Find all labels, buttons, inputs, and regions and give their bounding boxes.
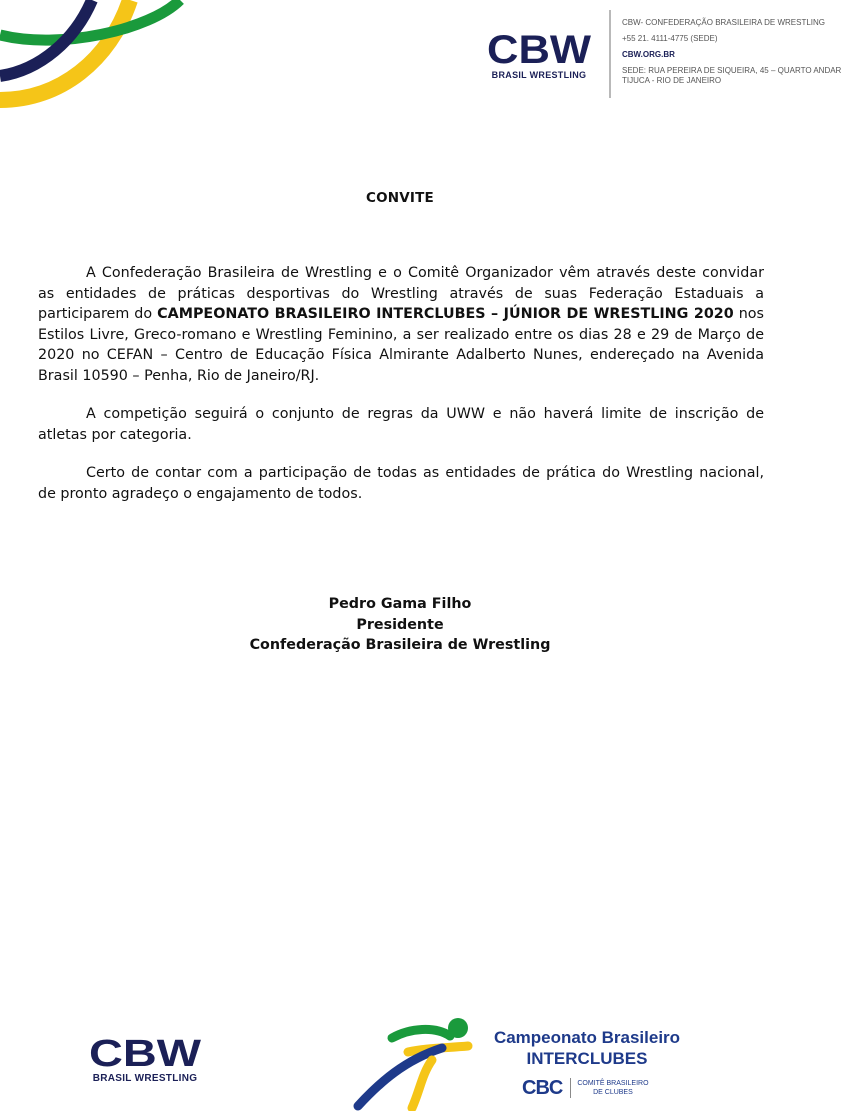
event-title-line2: INTERCLUBES [526, 1049, 648, 1068]
footer-cbw-logo-subtitle: BRASIL WRESTLING [92, 1073, 198, 1084]
cbc-text-line1: COMITÊ BRASILEIRO [577, 1080, 649, 1087]
cbw-logo-text: CBW [487, 28, 592, 72]
cbw-logo-mark [484, 28, 594, 72]
cbw-logo-subtitle: BRASIL WRESTLING [491, 70, 587, 80]
document-body [38, 263, 764, 522]
signatory-org: Confederação Brasileira de Wrestling [249, 637, 551, 653]
contact-phone: +55 21. 4111-4775 (SEDE) [622, 34, 718, 43]
paragraph-invitation [38, 263, 764, 386]
brand-swirl-graphic [0, 0, 190, 115]
footer-cbw-logo-text: CBW [89, 1033, 202, 1075]
contact-site: CBW.ORG.BR [622, 50, 675, 59]
paragraph-invitation-start: A Confederação Brasileira de Wrestling e o Comitê Organizador vêm através deste convidar as entidades de práticas desportivas do Wrestling através de suas Federação Estaduais a participarem do [38, 265, 764, 322]
footer-cbw-logo [86, 1032, 204, 1084]
contact-org: CBW- CONFEDERAÇÃO BRASILEIRA DE WRESTLING [622, 18, 825, 27]
cbc-logo [522, 1076, 649, 1100]
header-cbw-logo [484, 28, 594, 80]
cbc-logo-text [577, 1079, 648, 1097]
event-name: CAMPEONATO BRASILEIRO INTERCLUBES – JÚNIOR DE WRESTLING 2020 [157, 306, 734, 322]
footer-cbw-logo-mark [86, 1032, 204, 1075]
signatory-name: Pedro Gama Filho [328, 596, 472, 612]
paragraph-invitation-end: nos Estilos Livre, Greco-romano e Wrestling Feminino, a ser realizado entre os dias 28 e 29 de Março de 2020 no CEFAN – Centro de Educação Física Almirante Adalberto Nunes, endereçado na Avenida Brasil 10590 – Penha, Rio de Janeiro/RJ. [38, 306, 764, 384]
signature-block [0, 594, 800, 656]
signatory-role: Presidente [356, 616, 444, 633]
footer-event-logo [350, 1012, 695, 1111]
cbc-text-line2: DE CLUBES [593, 1089, 633, 1096]
document-title: CONVITE [366, 190, 434, 206]
runner-icon [350, 1012, 480, 1111]
header-divider [609, 10, 611, 98]
event-title-line1: Campeonato Brasileiro [493, 1028, 681, 1047]
cbc-divider [570, 1078, 571, 1098]
paragraph-rules: A competição seguirá o conjunto de regras da UWW e não haverá limite de inscrição de atletas por categoria. [38, 406, 764, 443]
event-title [482, 1028, 692, 1069]
header-contact-block [622, 18, 841, 86]
contact-address-line1: SEDE: RUA PEREIRA DE SIQUEIRA, 45 – QUARTO ANDAR [622, 66, 841, 75]
cbc-logo-mark: CBC [522, 1076, 563, 1099]
paragraph-closing: Certo de contar com a participação de todas as entidades de prática do Wrestling nacional, de pronto agradeço o engajamento de todos. [38, 465, 764, 502]
contact-address-line2: TIJUCA - RIO DE JANEIRO [622, 76, 722, 85]
